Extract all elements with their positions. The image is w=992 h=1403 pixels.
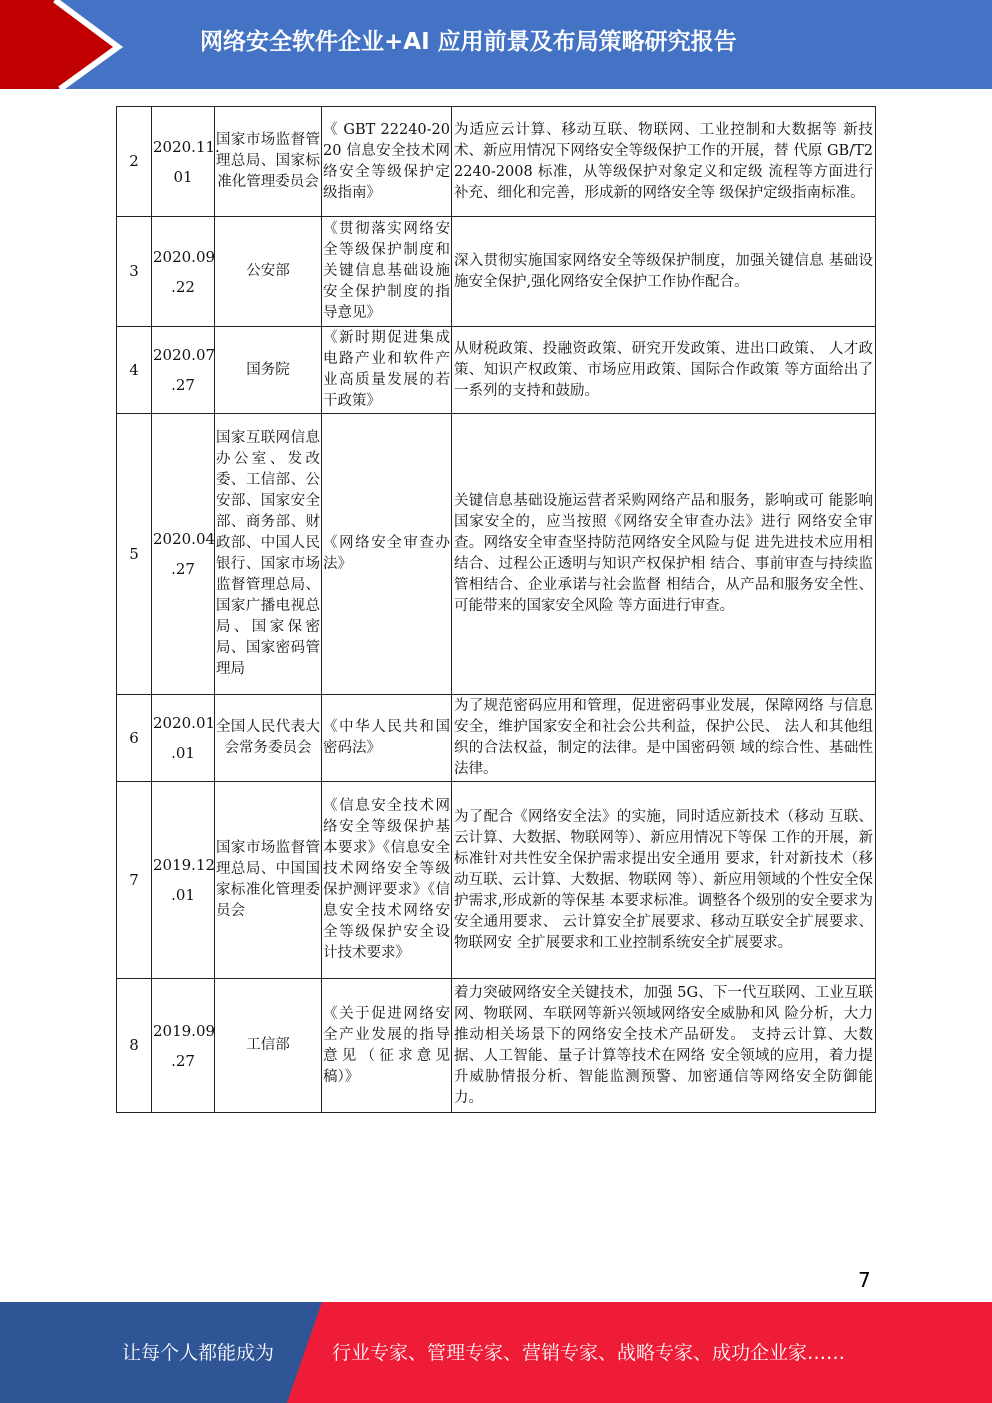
row-issuer: 国务院: [215, 327, 322, 414]
row-date: 2020.11. 01: [152, 107, 215, 217]
row-document: 《贯彻落实网络安全等级保护制度和关键信息基础设施安全保护制度的指导意见》: [322, 217, 452, 327]
row-document: 《中华人民共和国密码法》: [322, 695, 452, 782]
table-row: [117, 107, 876, 217]
row-description: 从财税政策、投融资政策、研究开发政策、进出口政策、 人才政策、知识产权政策、市场应用政策、国际合作政策 等方面给出了一系列的支持和鼓励。: [452, 327, 876, 414]
row-document: 《新时期促进集成电路产业和软件产业高质量发展的若干政策》: [322, 327, 452, 414]
table-row: [117, 695, 876, 782]
row-date: 2020.07 .27: [152, 327, 215, 414]
table-row: [117, 327, 876, 414]
row-description: 着力突破网络安全关键技术，加强 5G、下一代互联网、工业互联网、物联网、车联网等新兴领域网络安全威胁和风 险分析，大力推动相关场景下的网络安全技术产品研发。 支持云计算、大数据、人工智能、量子计算等技术在网络 安全领域的应用，着力提升威胁情报分析、智能监测预警、加密通信等网络安全防御能力。: [452, 979, 876, 1113]
row-number: 7: [117, 782, 152, 979]
row-description: 为了配合《网络安全法》的实施，同时适应新技术（移动 互联、云计算、大数据、物联网等）、新应用情况下等保 工作的开展，新标准针对共性安全保护需求提出安全通用 要求，针对新技术（移动互联、云计算、大数据、物联网 等）、新应用领域的个性安全保护需求,形成新的等保基 本要求标准。调整各个级别的安全要求为安全通用要求、 云计算安全扩展要求、移动互联安全扩展要求、物联网安 全扩展要求和工业控制系统安全扩展要求。: [452, 782, 876, 979]
table-row: [117, 414, 876, 695]
report-title: 网络安全软件企业+AI 应用前景及布局策略研究报告: [200, 29, 737, 55]
report-header-banner: [0, 0, 992, 89]
footer-banner: [0, 1302, 992, 1403]
row-number: 6: [117, 695, 152, 782]
row-issuer: 国家市场监督管理总局、中国国家标准化管理委员会: [215, 782, 322, 979]
row-date: 2020.09 .22: [152, 217, 215, 327]
row-number: 5: [117, 414, 152, 695]
footer-slogan-right: 行业专家、管理专家、营销专家、战略专家、成功企业家……: [332, 1342, 846, 1364]
table-row: [117, 979, 876, 1113]
row-issuer: 国家互联网信息办公室、发改委、工信部、公安部、国家安全部、商务部、财政部、中国人民银行、国家市场监督管理总局、国家广播电视总局、国家保密局、国家密码管理局: [215, 414, 322, 695]
row-issuer: 工信部: [215, 979, 322, 1113]
row-document: 《 GBT 22240-2020 信息安全技术网络安全等级保护定级指南》: [322, 107, 452, 217]
row-issuer: 公安部: [215, 217, 322, 327]
row-date: 2019.12 .01: [152, 782, 215, 979]
row-date: 2020.04 .27: [152, 414, 215, 695]
table-row: [117, 782, 876, 979]
row-description: 为适应云计算、移动互联、物联网、工业控制和大数据等 新技术、新应用情况下网络安全等级保护工作的开展，替 代原 GB/T22240-2008 标准，从等级保护对象定义和定级 流程等方面进行补充、细化和完善，形成新的网络安全等 级保护定级指南标准。: [452, 107, 876, 217]
row-number: 3: [117, 217, 152, 327]
row-description: 为了规范密码应用和管理，促进密码事业发展，保障网络 与信息安全，维护国家安全和社会公共利益，保护公民、 法人和其他组织的合法权益，制定的法律。是中国密码领 域的综合性、基础性法律。: [452, 695, 876, 782]
row-description: 深入贯彻实施国家网络安全等级保护制度，加强关键信息 基础设施安全保护,强化网络安全保护工作协作配合。: [452, 217, 876, 327]
row-number: 2: [117, 107, 152, 217]
row-document: 《关于促进网络安全产业发展的指导意见（征求意见稿）》: [322, 979, 452, 1113]
row-number: 8: [117, 979, 152, 1113]
row-issuer: 国家市场监督管理总局、国家标准化管理委员会: [215, 107, 322, 217]
row-document: 《网络安全审查办法》: [322, 414, 452, 695]
row-document: 《信息安全技术网络安全等级保护基本要求》《信息安全技术网络安全等级保护测评要求》《信息安全技术网络安全等级保护安全设计技术要求》: [322, 782, 452, 979]
page-number: 7: [858, 1268, 871, 1292]
table-row: [117, 217, 876, 327]
footer-slogan-left: 让每个人都能成为: [122, 1342, 275, 1364]
row-date: 2020.01 .01: [152, 695, 215, 782]
row-number: 4: [117, 327, 152, 414]
row-date: 2019.09 .27: [152, 979, 215, 1113]
policy-table: [116, 106, 876, 1113]
row-issuer: 全国人民代表大会常务委员会: [215, 695, 322, 782]
row-description: 关键信息基础设施运营者采购网络产品和服务，影响或可 能影响国家安全的，应当按照《网络安全审查办法》进行 网络安全审查。网络安全审查坚持防范网络安全风险与促 进先进技术应用相结合、过程公正透明与知识产权保护相 结合、事前审查与持续监管相结合、企业承诺与社会监督 相结合，从产品和服务安全性、可能带来的国家安全风险 等方面进行审查。: [452, 414, 876, 695]
